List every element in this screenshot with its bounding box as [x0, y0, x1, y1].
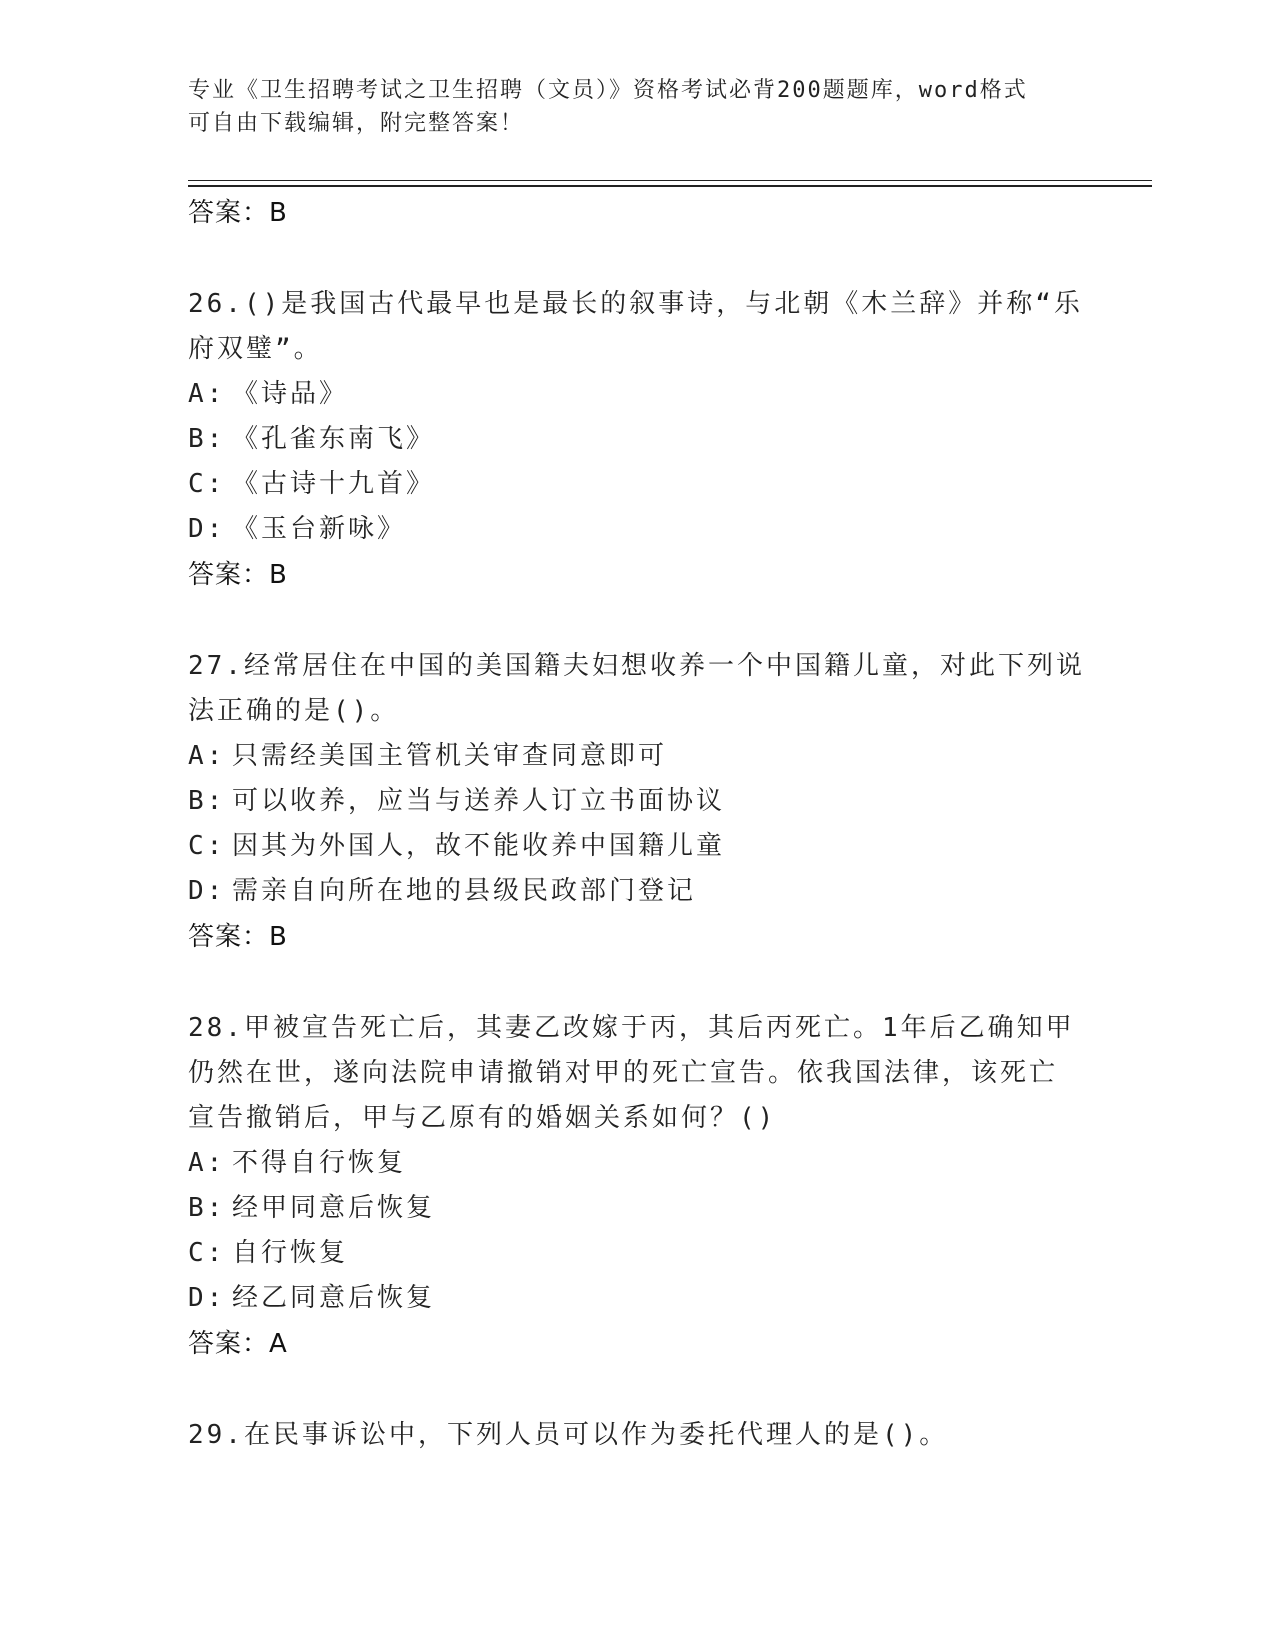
stem-line: 27.经常居住在中国的美国籍夫妇想收养一个中国籍儿童，对此下列说 [188, 651, 1085, 681]
question-item [188, 1413, 1088, 1458]
question-stem [188, 282, 1088, 372]
option-letter: C: [188, 1238, 226, 1268]
question-stem [188, 1006, 1088, 1141]
option-letter: C: [188, 831, 226, 861]
header-rule-thick [188, 185, 1152, 187]
answer-line: 答案：A [188, 1329, 288, 1359]
answer-line: 答案：B [188, 922, 288, 952]
option-letter: A: [188, 741, 226, 771]
stem-line: 26.()是我国古代最早也是最长的叙事诗，与北朝《木兰辞》并称“乐 [188, 289, 1083, 319]
option-a [188, 734, 1088, 779]
option-text: 《孔雀东南飞》 [232, 424, 436, 454]
option-text: 需亲自向所在地的县级民政部门登记 [232, 876, 697, 906]
option-text: 自行恢复 [232, 1238, 349, 1268]
option-text: 经甲同意后恢复 [232, 1193, 436, 1223]
option-c [188, 824, 1088, 869]
question-item [188, 644, 1088, 960]
option-d [188, 1276, 1088, 1321]
stem-line: 法正确的是()。 [188, 696, 400, 726]
stem-line: 宣告撤销后，甲与乙原有的婚姻关系如何？() [188, 1103, 777, 1133]
option-letter: D: [188, 1283, 226, 1313]
spacer [188, 960, 1088, 1006]
option-text: 只需经美国主管机关审查同意即可 [232, 741, 668, 771]
option-letter: D: [188, 514, 226, 544]
question-item [188, 1006, 1088, 1367]
option-letter: B: [188, 1193, 226, 1223]
option-text: 经乙同意后恢复 [232, 1283, 436, 1313]
stem-line: 仍然在世，遂向法院申请撤销对甲的死亡宣告。依我国法律，该死亡 [188, 1058, 1059, 1088]
spacer [188, 598, 1088, 644]
option-letter: C: [188, 469, 226, 499]
option-text: 可以收养，应当与送养人订立书面协议 [232, 786, 726, 816]
header-line-1: 专业《卫生招聘考试之卫生招聘（文员）》资格考试必背200题题库，word格式 [188, 78, 1028, 103]
document-header [188, 74, 1068, 140]
option-d [188, 507, 1088, 552]
option-b [188, 1186, 1088, 1231]
option-a [188, 1141, 1088, 1186]
stem-line: 29.在民事诉讼中，下列人员可以作为委托代理人的是()。 [188, 1420, 949, 1450]
option-text: 因其为外国人，故不能收养中国籍儿童 [232, 831, 726, 861]
option-text: 《诗品》 [232, 379, 349, 409]
option-letter: D: [188, 876, 226, 906]
stem-line: 28.甲被宣告死亡后，其妻乙改嫁于丙，其后丙死亡。1年后乙确知甲 [188, 1013, 1075, 1043]
spacer [188, 1367, 1088, 1413]
question-stem [188, 644, 1088, 734]
question-stem [188, 1413, 1088, 1458]
stem-line: 府双璧”。 [188, 334, 323, 364]
option-letter: A: [188, 379, 226, 409]
question-item [188, 282, 1088, 598]
option-c [188, 462, 1088, 507]
option-d [188, 869, 1088, 914]
option-letter: B: [188, 786, 226, 816]
option-letter: B: [188, 424, 226, 454]
option-letter: A: [188, 1148, 226, 1178]
spacer [188, 236, 1088, 282]
question-list [188, 190, 1088, 1458]
option-b [188, 779, 1088, 824]
header-line-2: 可自由下载编辑，附完整答案！ [188, 111, 525, 136]
option-text: 不得自行恢复 [232, 1148, 407, 1178]
option-c [188, 1231, 1088, 1276]
option-text: 《玉台新咏》 [232, 514, 407, 544]
answer-line: 答案：B [188, 560, 288, 590]
header-rule-thin [188, 180, 1152, 181]
option-a [188, 372, 1088, 417]
answer-line: 答案：B [188, 198, 288, 228]
option-text: 《古诗十九首》 [232, 469, 436, 499]
option-b [188, 417, 1088, 462]
